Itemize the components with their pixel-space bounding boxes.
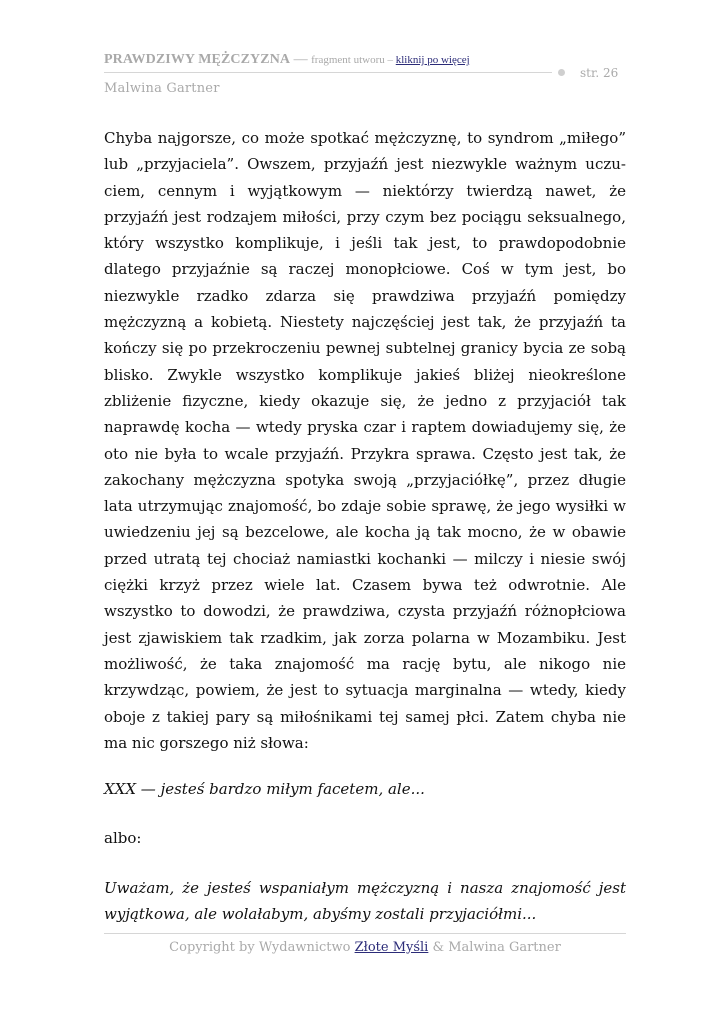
book-title: PRAWDZIWY MĘŻCZYZNA: [104, 52, 291, 67]
footer-divider: [104, 933, 626, 934]
main-paragraph: Chyba najgorsze, co może spotkać mężczyznę, to syndrom „miłego” lub „przyjaciela”. Owszem, przyjaźń jest niezwykle ważnym uczuciem, cennym i wyjątkowym — niektórzy twierdzą nawet, że przyjaźń jest rodzajem miłości, przy czym bez pociągu seksualnego, który wszystko komplikuje, i jeśli tak jest, to prawdopodobnie dlatego przyjaźnie są raczej monopłciowe. Coś w tym jest, bo niezwykle rzadko zdarza się prawdziwa przyjaźń pomiędzy mężczyzną a kobietą. Niestety najczęściej jest tak, że przyjaźń ta kończy się po przekroczeniu pewnej subtelnej granicy bycia ze sobą blisko. Zwykle wszystko komplikuje jakieś bliżej nieokreślone zbliżenie fizyczne, kiedy okazuje się, że jedno z przyjaciół tak naprawdę kocha — wtedy pryska czar i raptem dowiadujemy się, że oto nie była to wcale przyjaźń. Przykra sprawa. Często jest tak, że zakochany mężczyzna spotyka swoją „przyjaciółkę”, przez długie lata utrzymując znajomość, bo zdaje sobie sprawę, że jego wysiłki w uwiedzeniu jej są bezcelowe, ale kocha ją tak mocno, że w obawie przed utratą tej chociaż namiastki kochanki — milczy i niesie swój ciężki krzyż przez wiele lat. Czasem bywa też odwrotnie. Ale wszystko to dowodzi, że prawdziwa, czysta przyjaźń różnopłciowa jest zjawiskiem tak rzadkim, jak zorza polarna w Mozambiku. Jest możliwość, że taka znajomość ma rację bytu, ale nikogo nie krzywdząc, powiem, że jest to sytuacja marginalna — wtedy, kiedy oboje z takiej pary są miłośnikami tej samej płci. Zatem chyba nie ma nic gorszego niż słowa:: [104, 129, 626, 752]
header-title-line: [104, 50, 470, 69]
copyright-suffix: & Malwina Gartner: [428, 940, 561, 955]
bullet-icon: [558, 69, 565, 76]
publisher-link[interactable]: Złote Myśli: [354, 940, 429, 955]
page-content: [104, 125, 626, 950]
quote-paragraph-2: Uważam, że jesteś wspaniałym mężczyzną i nasza znajomość jest wyjątkowa, ale wolałabym, abyśmy zostali przyjaciółmi...: [104, 878, 626, 924]
quote-paragraph-1: XXX — jesteś bardzo miłym facetem, ale...: [104, 780, 425, 799]
header-divider: [104, 72, 552, 73]
copyright-prefix: Copyright by Wydawnictwo: [169, 940, 355, 955]
connector-paragraph: albo:: [104, 829, 142, 848]
page-header: [104, 50, 626, 110]
page-number: str. 26: [580, 66, 619, 80]
more-link[interactable]: kliknij po więcej: [395, 54, 470, 66]
page-footer: [104, 939, 626, 957]
author-name: Malwina Gartner: [104, 81, 220, 96]
fragment-label: fragment utworu –: [311, 54, 396, 66]
title-dash: —: [290, 52, 312, 67]
